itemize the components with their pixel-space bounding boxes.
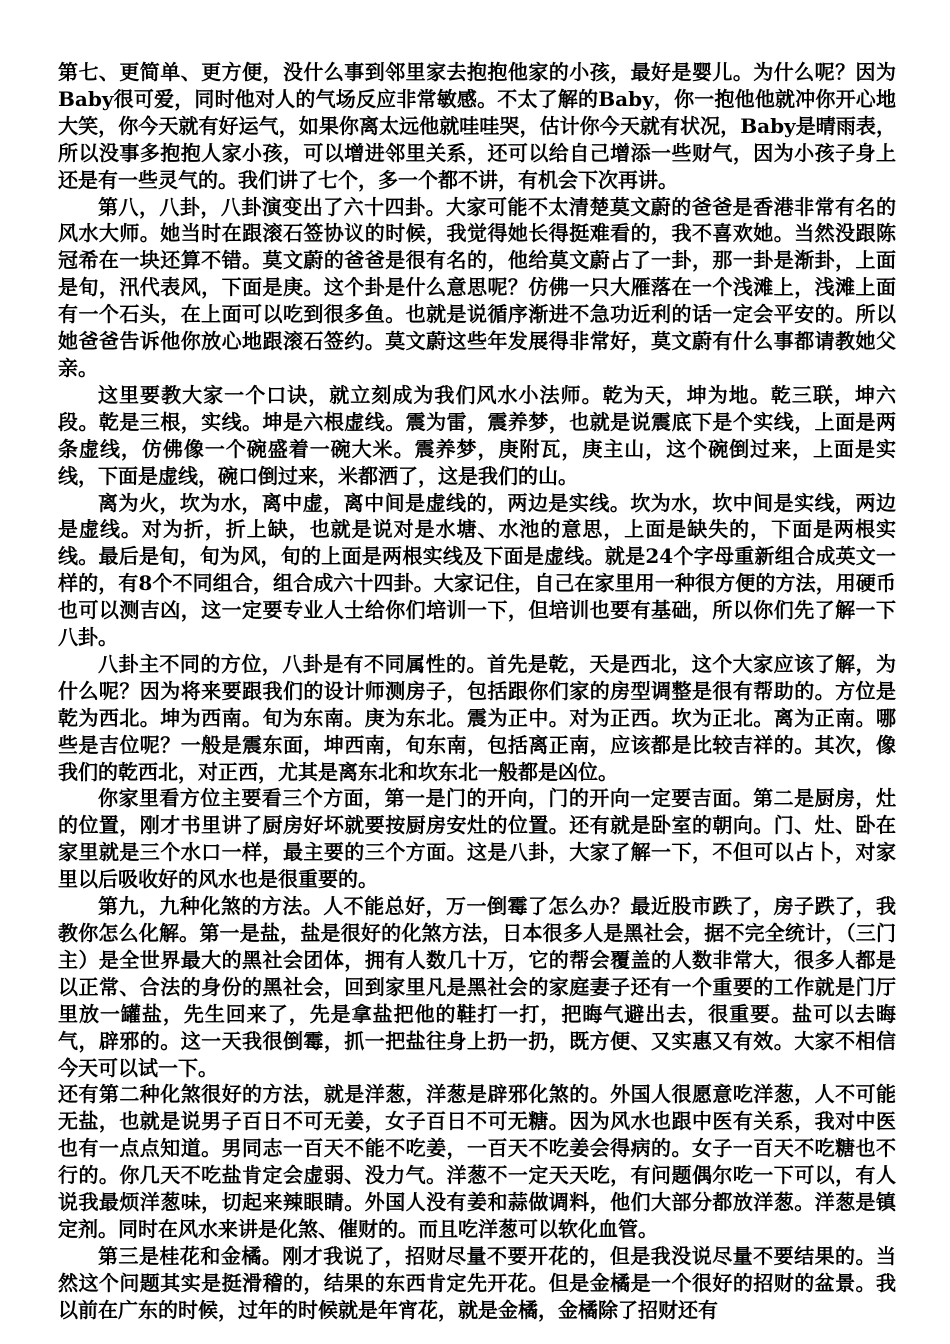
paragraph-9: 第九，九种化煞的方法。人不能总好，万一倒霉了怎么办？最近股市跌了，房子跌了，我教你怎么化解。第一是盐，盐是很好的化煞方法，日本很多人是黑社会，据不完全统计，（三门主）是全世界最大的黑社会团体，拥有人数几十万，它的帮会覆盖的人数非常大，很多人都是以正常、合法的身份的黑社会，回到家里凡是黑社会的家庭妻子还有一个重要的工作就是门厅里放一罐盐，先生回来了，先是拿盐把他的鞋打一打，把晦气避出去，很重要。盐可以去晦气，辟邪的。这一天我很倒霉，抓一把盐往身上扔一扔，既方便、又实惠又有效。大家不相信今天可以试一下。 (58, 894, 896, 1080)
paragraph-osmanthus: 第三是桂花和金橘。刚才我说了，招财尽量不要开花的，但是我没说尽量不要结果的。当然这个问题其实是挺滑稽的，结果的东西肯定先开花。但是金橘是一个很好的招财的盆景。我以前在广东的时候，过年的时候就是年宵花，就是金橘，金橘除了招财还有 (58, 1243, 896, 1322)
paragraph-li-kan: 离为火，坎为水，离中虚，离中间是虚线的，两边是实线。坎为水，坎中间是实线，两边是虚线。对为折，折上缺，也就是说对是水塘、水池的意思，上面是缺失的，下面是两根实线。最后是旬，旬为风，旬的上面是两根实线及下面是虚线。就是24个字母重新组合成英文一样的，有8个不同组合，组合成六十四卦。大家记住，自己在家里用一种很方便的方法，用硬币也可以测吉凶，这一定要专业人士给你们培训一下，但培训也要有基础，所以你们先了解一下八卦。 (58, 490, 896, 650)
paragraph-8: 第八，八卦，八卦演变出了六十四卦。大家可能不太清楚莫文蔚的爸爸是香港非常有名的风水大师。她当时在跟滚石签协议的时候，我觉得她长得挺难看的，我不喜欢她。当然没跟陈冠希在一块还算不错。莫文蔚的爸爸是很有名的，他给莫文蔚占了一卦，那一卦是渐卦，上面是旬，汛代表风，下面是庚。这个卦是什么意思呢？仿佛一只大雁落在一个浅滩上，浅滩上面有一个石头，在上面可以吃到很多鱼。也就是说循序渐进不急功近利的话一定会平安的。所以她爸爸告诉他你放心地跟滚石签约。莫文蔚这些年发展得非常好，莫文蔚有什么事都请教她父亲。 (58, 194, 896, 380)
paragraph-mnemonic: 这里要教大家一个口诀，就立刻成为我们风水小法师。乾为天，坤为地。乾三联，坤六段。乾是三根，实线。坤是六根虚线。震为雷，震养梦，也就是说震底下是个实线，上面是两条虚线，仿佛像一个碗盛着一碗大米。震养梦，庚附瓦，庚主山，这个碗倒过来，上面是实线，下面是虚线，碗口倒过来，米都洒了，这是我们的山。 (58, 382, 896, 488)
paragraph-7: 第七、更简单、更方便，没什么事到邻里家去抱抱他家的小孩，最好是婴儿。为什么呢？因为Baby很可爱，同时他对人的气场反应非常敏感。不太了解的Baby，你一抱他他就冲你开心地大笑，你今天就有好运气，如果你离太远他就哇哇哭，估计你今天就有状况，Baby是晴雨表，所以没事多抱抱人家小孩，可以增进邻里关系，还可以给自己增添一些财气，因为小孩子身上还是有一些灵气的。我们讲了七个，多一个都不讲，有机会下次再讲。 (58, 60, 896, 192)
paragraph-directions: 八卦主不同的方位，八卦是有不同属性的。首先是乾，天是西北，这个大家应该了解，为什么呢？因为将来要跟我们的设计师测房子，包括跟你们家的房型调整是很有帮助的。方位是乾为西北。坤为西南。旬为东南。庚为东北。震为正中。对为正西。坎为正北。离为正南。哪些是吉位呢？一般是震东面，坤西南，旬东南，包括离正南，应该都是比较吉祥的。其次，像我们的乾西北，对正西，尤其是离东北和坎东北一般都是凶位。 (58, 651, 896, 784)
paragraph-home-aspects: 你家里看方位主要看三个方面，第一是门的开向，门的开向一定要吉面。第二是厨房，灶的位置，刚才书里讲了厨房好坏就要按厨房安灶的位置。还有就是卧室的朝向。门、灶、卧在家里就是三个水口一样，最主要的三个方面。这是八卦，大家了解一下，不但可以占卜，对家里以后吸收好的风水也是很重要的。 (58, 786, 896, 892)
paragraph-onion: 还有第二种化煞很好的方法，就是洋葱，洋葱是辟邪化煞的。外国人很愿意吃洋葱，人不可能无盐，也就是说男子百日不可无姜，女子百日不可无糖。因为风水也跟中医有关系，我对中医也有一点点知道。男同志一百天不能不吃姜，一百天不吃姜会得病的。女子一百天不吃糖也不行的。你几天不吃盐肯定会虚弱、没力气。洋葱不一定天天吃，有问题偶尔吃一下可以，有人说我最烦洋葱味，切起来辣眼睛。外国人没有姜和蒜做调料，他们大部分都放洋葱。洋葱是镇定剂。同时在风水来讲是化煞、催财的。而且吃洋葱可以软化血管。 (58, 1082, 896, 1241)
